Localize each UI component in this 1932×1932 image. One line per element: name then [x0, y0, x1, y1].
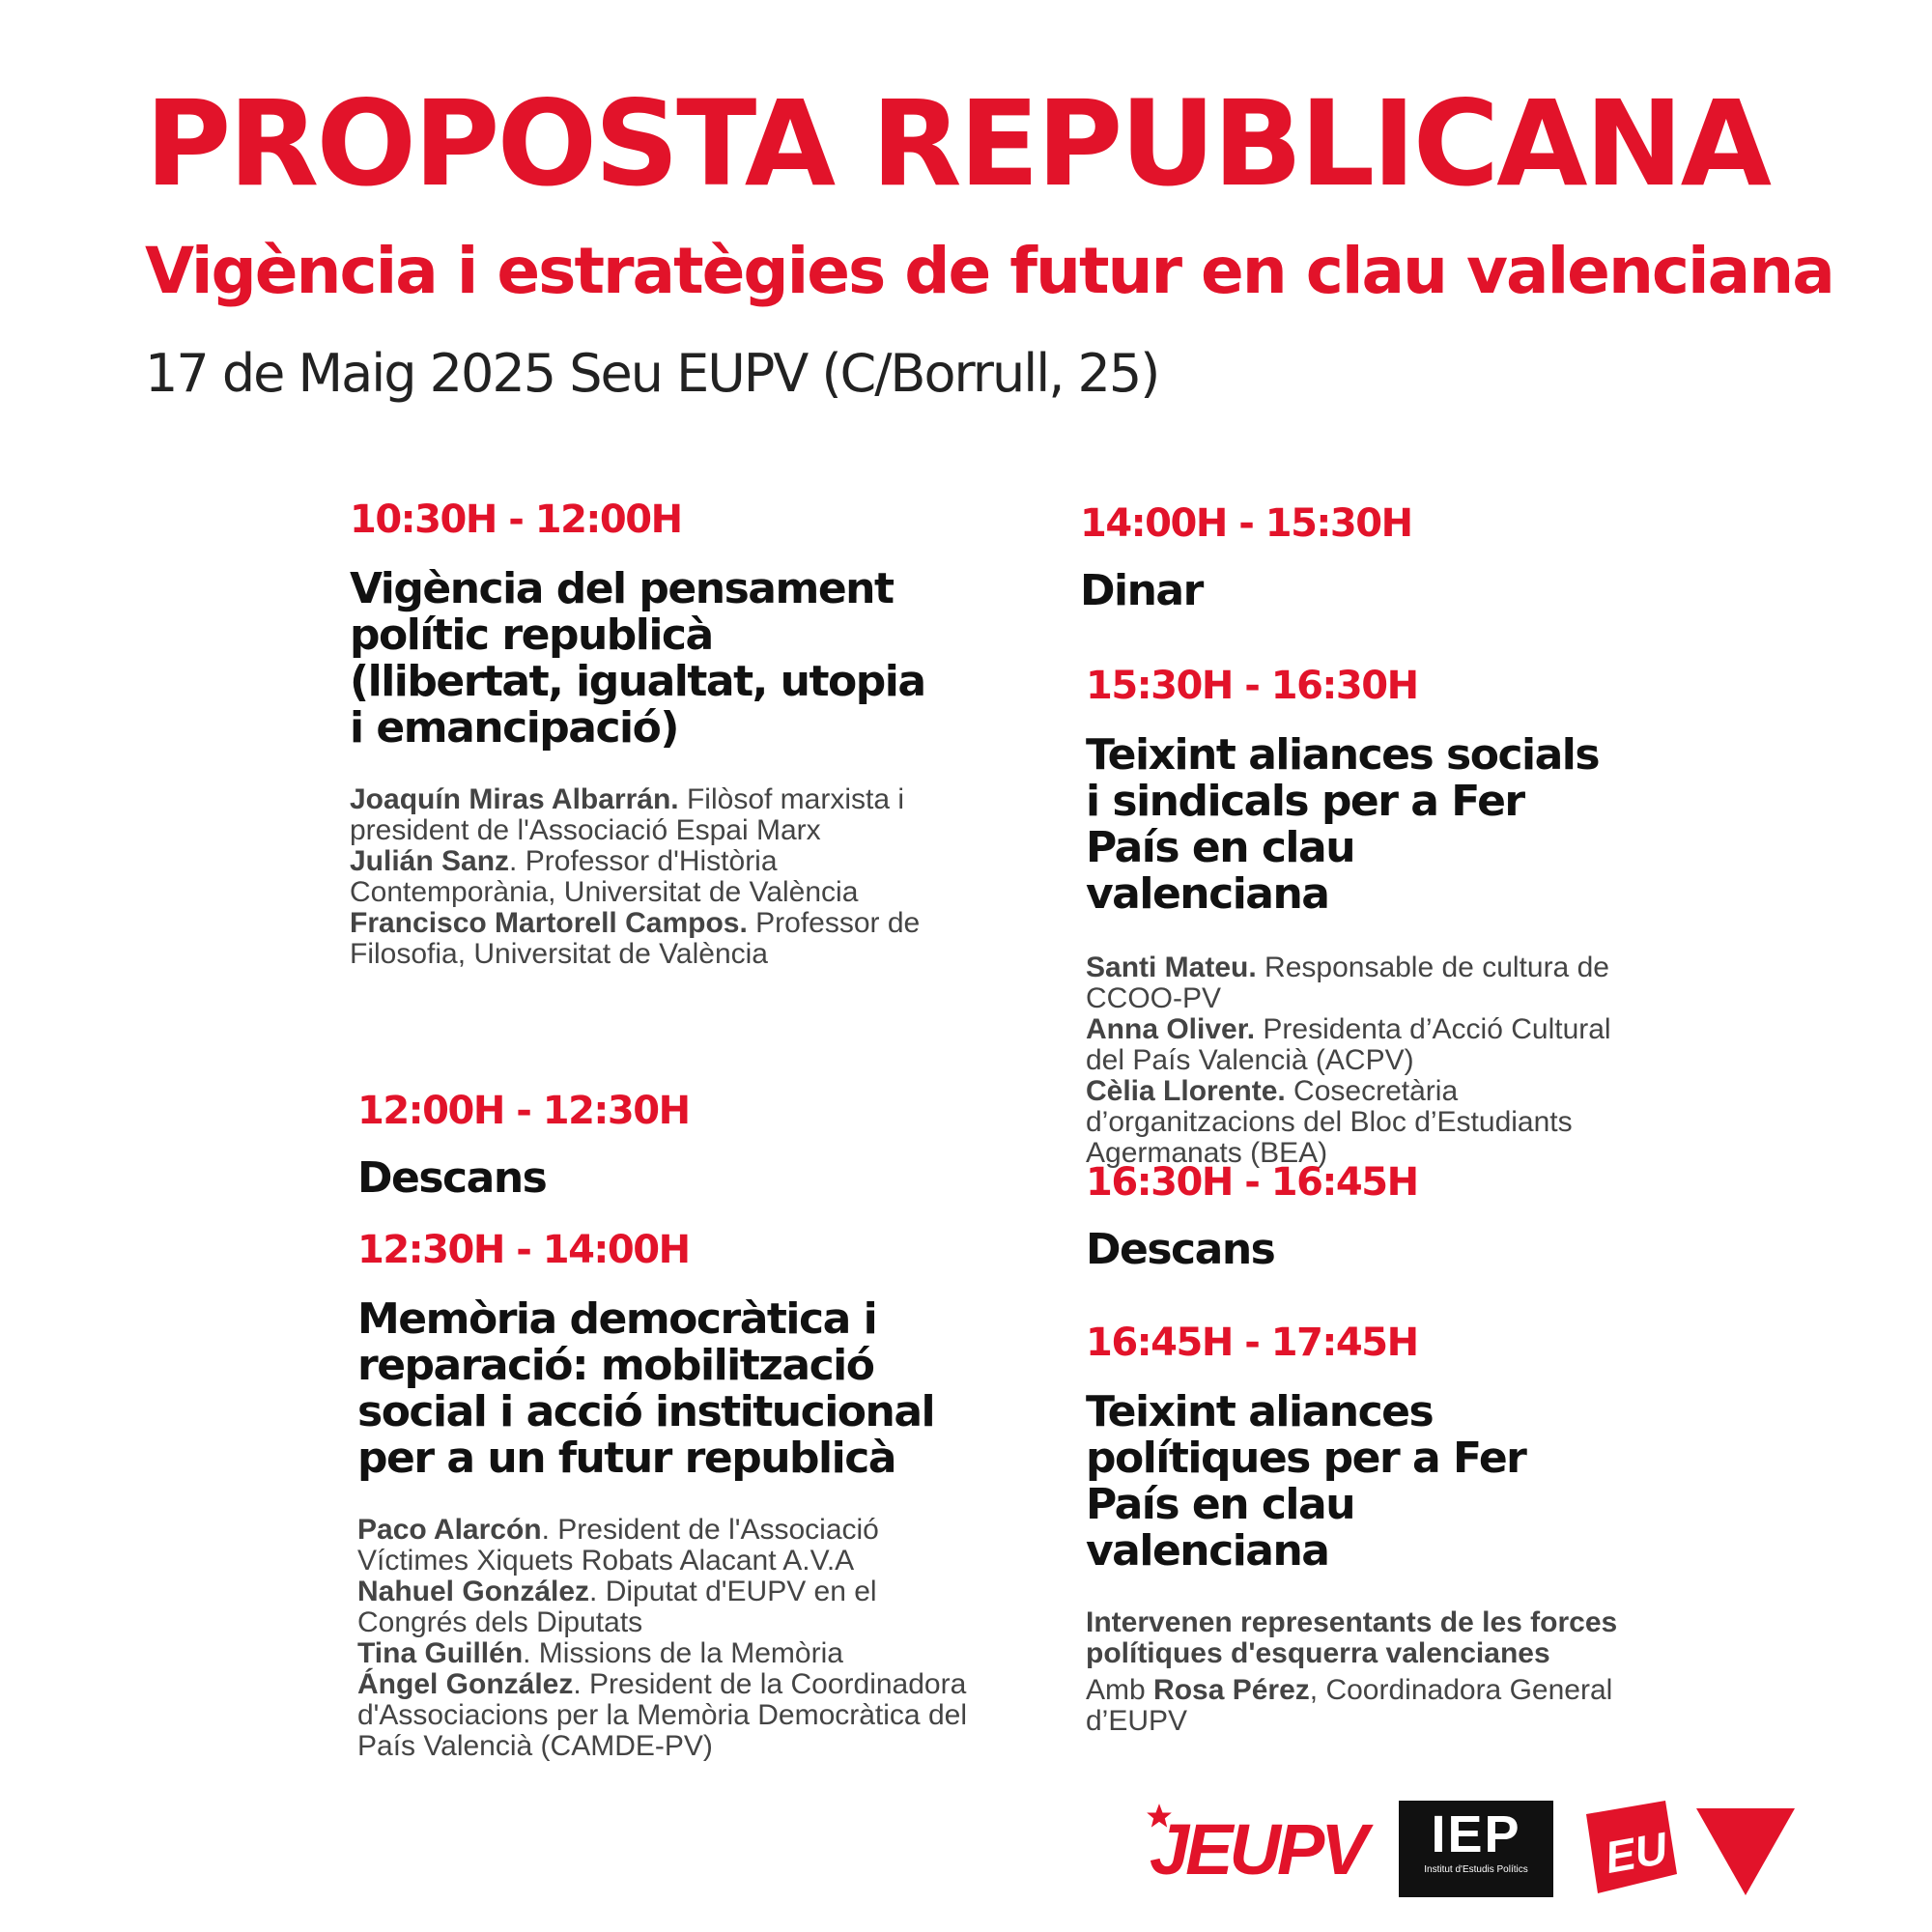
- session-title: Descans: [357, 1153, 547, 1203]
- speaker: Nahuel González. Diputat d'EUPV en el Congrés dels Diputats: [357, 1576, 877, 1638]
- speaker: Cèlia Llorente. Cosecretària d’organitzacions del Bloc d’Estudiants Agermanats (BEA): [1086, 1075, 1573, 1169]
- session-time: 16:45H - 17:45H: [1086, 1321, 1418, 1365]
- session-title: Teixint aliances polítiques per a Fer País en clau valenciana: [1086, 1387, 1526, 1576]
- poster-title: PROPOSTA REPUBLICANA: [145, 75, 1770, 213]
- session-2: [357, 1089, 690, 1203]
- speaker: Paco Alarcón. President de l'Associació Víctimes Xiquets Robats Alacant A.V.A: [357, 1514, 879, 1577]
- session-time: 12:30H - 14:00H: [357, 1228, 690, 1272]
- speaker: Joaquín Miras Albarrán. Filòsof marxista i president de l'Associació Espai Marx: [350, 783, 905, 846]
- speaker: Tina Guillén. Missions de la Memòria: [357, 1637, 843, 1669]
- session-4: [1080, 501, 1708, 615]
- session-title: Vigència del pensament polític republicà (llibertat, igualtat, utopia i emancipació): [350, 564, 925, 753]
- session-time: 15:30H - 16:30H: [1086, 664, 1418, 708]
- session-title: Dinar: [1080, 566, 1203, 615]
- session-time: 10:30H - 12:00H: [350, 497, 682, 542]
- event-date-location: 17 de Maig 2025 Seu EUPV (C/Borrull, 25): [145, 343, 1159, 404]
- session-5: [1086, 664, 1627, 1169]
- speaker: Francisco Martorell Campos. Professor de Filosofia, Universitat de València: [350, 907, 921, 970]
- session-6: [1086, 1160, 1418, 1274]
- speaker-list: [357, 1515, 985, 1762]
- speaker: Ángel González. President de la Coordinadora d'Associacions per la Memòria Democràtica del País Valencià (CAMDE-PV): [357, 1668, 967, 1762]
- speaker: Amb Rosa Pérez, Coordinadora General d’EUPV: [1086, 1674, 1613, 1737]
- iep-logo: IEP Institut d'Estudis Polítics: [1399, 1801, 1553, 1897]
- right-schedule-column: [1080, 501, 1708, 1737]
- speaker: Anna Oliver. Presidenta d’Acció Cultural del País Valencià (ACPV): [1086, 1013, 1611, 1076]
- speaker-list: [350, 784, 939, 970]
- session-title: Teixint aliances socials i sindicals per a Fer País en clau valenciana: [1086, 730, 1600, 919]
- eu-logo-text: EU: [1601, 1822, 1671, 1883]
- session-1: [350, 497, 978, 970]
- left-schedule-column: [350, 497, 978, 1762]
- speaker-list: [1086, 1607, 1627, 1737]
- session-title: Memòria democràtica i reparació: mobilització social i acció institucional per a un futur republicà: [357, 1294, 935, 1483]
- session-3: [357, 1228, 985, 1762]
- eu-logo: [1577, 1797, 1683, 1903]
- poster-subtitle: Vigència i estratègies de futur en clau valenciana: [145, 234, 1833, 308]
- triangle-logo: [1692, 1803, 1799, 1899]
- session-time: 12:00H - 12:30H: [357, 1089, 690, 1133]
- session-title: Descans: [1086, 1225, 1275, 1274]
- speaker-list: [1086, 952, 1627, 1169]
- session-time: 16:30H - 16:45H: [1086, 1160, 1418, 1205]
- session-time: 14:00H - 15:30H: [1080, 501, 1412, 546]
- speaker: Julián Sanz. Professor d'Història Contemporània, Universitat de València: [350, 845, 859, 908]
- session-7: [1086, 1323, 1627, 1737]
- intro-note: Intervenen representants de les forces polítiques d'esquerra valencianes: [1086, 1606, 1618, 1669]
- speaker: Santi Mateu. Responsable de cultura de CCOO-PV: [1086, 952, 1609, 1014]
